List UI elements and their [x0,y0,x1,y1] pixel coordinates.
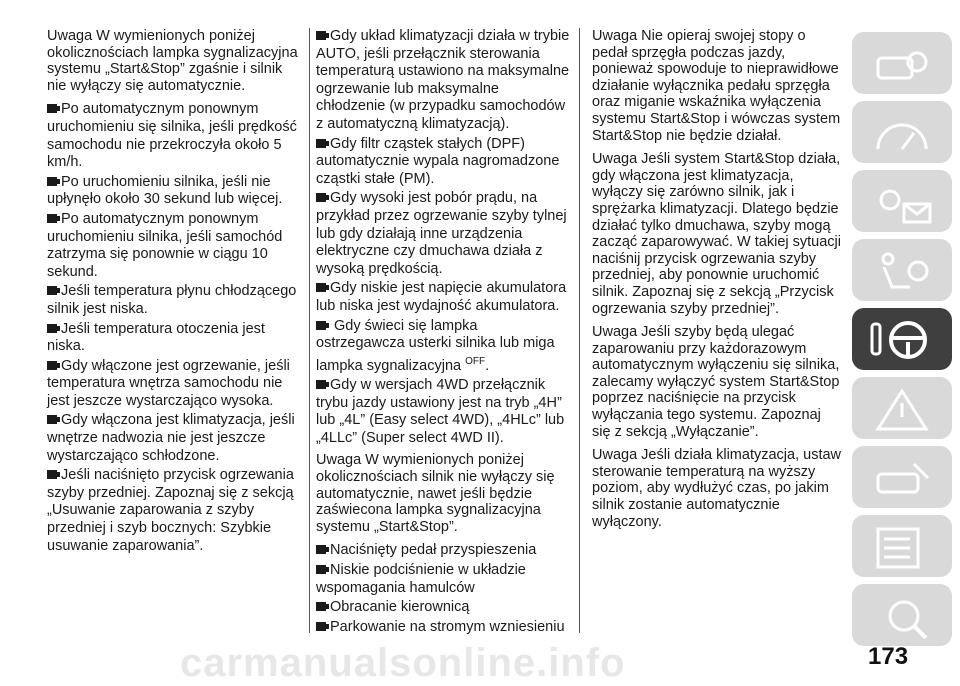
list-item-lamp: Gdy świeci się lampka ostrzegawcza usterki silnika lub miga lampka sygnalizacyjna $^{OFF}$. [316,317,555,374]
list-item-text: Po uruchomieniu silnika, jeśli nie upłynęło około 30 sekund lub więcej. [47,173,283,208]
list-item [316,562,570,597]
list-item-text: Jeśli temperatura płynu chłodzącego silnik jest niska. [47,283,297,317]
bullet-icon [47,214,57,223]
list-item [316,599,570,617]
bullet-icon [316,31,326,40]
list-item-text: Jeśli temperatura otoczenia jest niska. [47,320,265,355]
list-item [316,190,570,278]
chapter-tab[interactable] [852,584,952,646]
list-item [316,619,570,637]
chapter-tab[interactable] [852,239,952,301]
text-column-1 [47,28,299,557]
list-item [47,358,299,411]
bullet-icon [316,565,326,574]
bullet-icon [316,545,326,554]
bullet-icon [47,470,57,479]
list-item-text: Po automatycznym ponownym uruchomieniu silnika, jeśli samochód zatrzyma się ponownie w ciągu 10 sekund. [47,210,283,280]
chapter-tab[interactable] [852,377,952,439]
list-item [47,283,299,318]
text-column-3 [592,28,842,537]
list-item [316,377,570,447]
list-item [316,542,570,560]
note-paragraph: Uwaga Jeśli szyby będą ulegać zaparowaniu przy każdorazowym automatycznym wyłączeniu się silnika, zalecamy wyłączyć system Start&Stop poprzez naciśnięcie na przycisk wyłączania tego systemu. Zapoznaj się z sekcją „Wyłączanie”. [592,324,840,440]
list-item [47,412,299,465]
bullet-icon [316,283,326,292]
list-item [47,174,299,209]
list-item [47,101,299,171]
list-item-text: Gdy filtr cząstek stałych (DPF) automatycznie wypala nagromadzone cząstki stałe (PM). [316,135,560,187]
list-item-text: Naciśnięty pedał przyspieszenia [330,542,537,559]
bullet-icon [316,193,326,202]
start-stop-off-lamp-icon: OFF [465,355,486,367]
chapter-tab[interactable] [852,308,952,370]
note-paragraph: Uwaga W wymienionych poniżej okolicznościach silnik nie wyłączy się automatycznie, nawet jeśli będzie zaświecona lampka sygnalizacyjna systemu „Start&Stop”. [316,452,555,535]
list-item-text: Gdy włączone jest ogrzewanie, jeśli temperatura wnętrza samochodu nie jest jeszcze wystarczająco wysoka. [47,357,290,409]
bullet-icon [316,622,326,631]
bullet-icon [316,321,326,330]
chapter-tab[interactable] [852,101,952,163]
list-item-text: Obracanie kierownicą [330,599,470,616]
bullet-icon [316,380,326,389]
chapter-tab[interactable] [852,515,952,577]
column-divider [579,28,580,633]
list-item [316,280,570,315]
bullet-icon [47,415,57,424]
note-paragraph: Uwaga Jeśli działa klimatyzacja, ustaw sterowanie temperaturą na wyższy poziom, aby wydłużyć czas, po jakim silnik zostanie automatycznie wyłączony. [592,447,842,530]
list-item-text: Niskie podciśnienie w układzie wspomagania hamulców [316,562,526,596]
bullet-icon [47,104,57,113]
note-paragraph: Uwaga Nie opieraj swojej stopy o pedał sprzęgła podczas jazdy, ponieważ spowoduje to nieprawidłowe działanie wyłącznika pedału sprzęgła oraz miganie wskaźnika wyłączenia systemu Start&Stop i wówczas system Start&Stop nie będzie działał. [592,28,841,144]
note-paragraph: Uwaga Jeśli system Start&Stop działa, gdy włączona jest klimatyzacja, wyłączy się zarówno silnik, jak i sprężarka klimatyzacji. Dlatego będzie działać tylko dmuchawa, szyby mogą zacząć zaparowywać. W takiej sytuacji naciśnij przycisk ogrzewania szyby przedniej, aby ponownie uruchomić silnik. Zapoznaj się z sekcją „Przycisk ogrzewania szyby przedniej”. [592,151,841,317]
page-number: 173 [868,643,909,670]
bullet-icon [47,324,57,333]
list-item [47,211,299,281]
list-item-text: Gdy układ klimatyzacji działa w trybie AUTO, jeśli przełącznik sterowania temperaturą ustawiono na maksymalne ogrzewanie lub maksymalne chłodzenie (w przypadku samochodów z automatyczną klimatyzacją). [316,28,570,132]
list-item-text: Gdy w wersjach 4WD przełącznik trybu jazdy ustawiony jest na tryb „4H” lub „4L” (Easy select 4WD), „4HLc” lub „4LLc” (Super select 4WD II). [316,377,565,446]
list-item [47,321,299,356]
list-item [316,28,570,134]
watermark-logo: carmanualsonline.info [180,641,626,685]
chapter-tab[interactable] [852,170,952,232]
list-item-text: Gdy wysoki jest pobór prądu, na przykład przez ogrzewanie szyby tylnej lub gdy działają inne urządzenia elektryczne czy dmuchawa działa z wysoką prędkością. [316,190,567,277]
note-paragraph: Uwaga W wymienionych poniżej okolicznościach lampka sygnalizacyjna systemu „Start&Stop” zgaśnie i silnik nie wyłączy się automatycznie. [47,28,298,94]
bullet-icon [316,139,326,148]
chapter-tab[interactable] [852,446,952,508]
list-item-text: Po automatycznym ponownym uruchomieniu się silnika, jeśli prędkość samochodu nie przekroczyła około 5 km/h. [47,101,297,171]
list-item-text: Gdy włączona jest klimatyzacja, jeśli wnętrze nadwozia nie jest jeszcze wystarczająco schłodzone. [47,412,295,464]
bullet-icon [47,286,57,295]
list-item [316,136,570,189]
column-divider [309,28,310,633]
chapter-tab[interactable] [852,32,952,94]
list-item [47,467,299,555]
text-column-2 [316,28,570,638]
list-item-text: Parkowanie na stromym wzniesieniu [330,618,565,635]
bullet-icon [316,602,326,611]
list-item-text: Gdy niskie jest napięcie akumulatora lub niska jest wydajność akumulatora. [316,280,567,314]
bullet-icon [47,361,57,370]
list-item-text: Jeśli naciśnięto przycisk ogrzewania szyby przedniej. Zapoznaj się z sekcją „Usuwanie zaparowania z szyby przedniej i szyb bocznych: Szybkie usuwanie zaparowania”. [47,467,294,554]
bullet-icon [47,177,57,186]
